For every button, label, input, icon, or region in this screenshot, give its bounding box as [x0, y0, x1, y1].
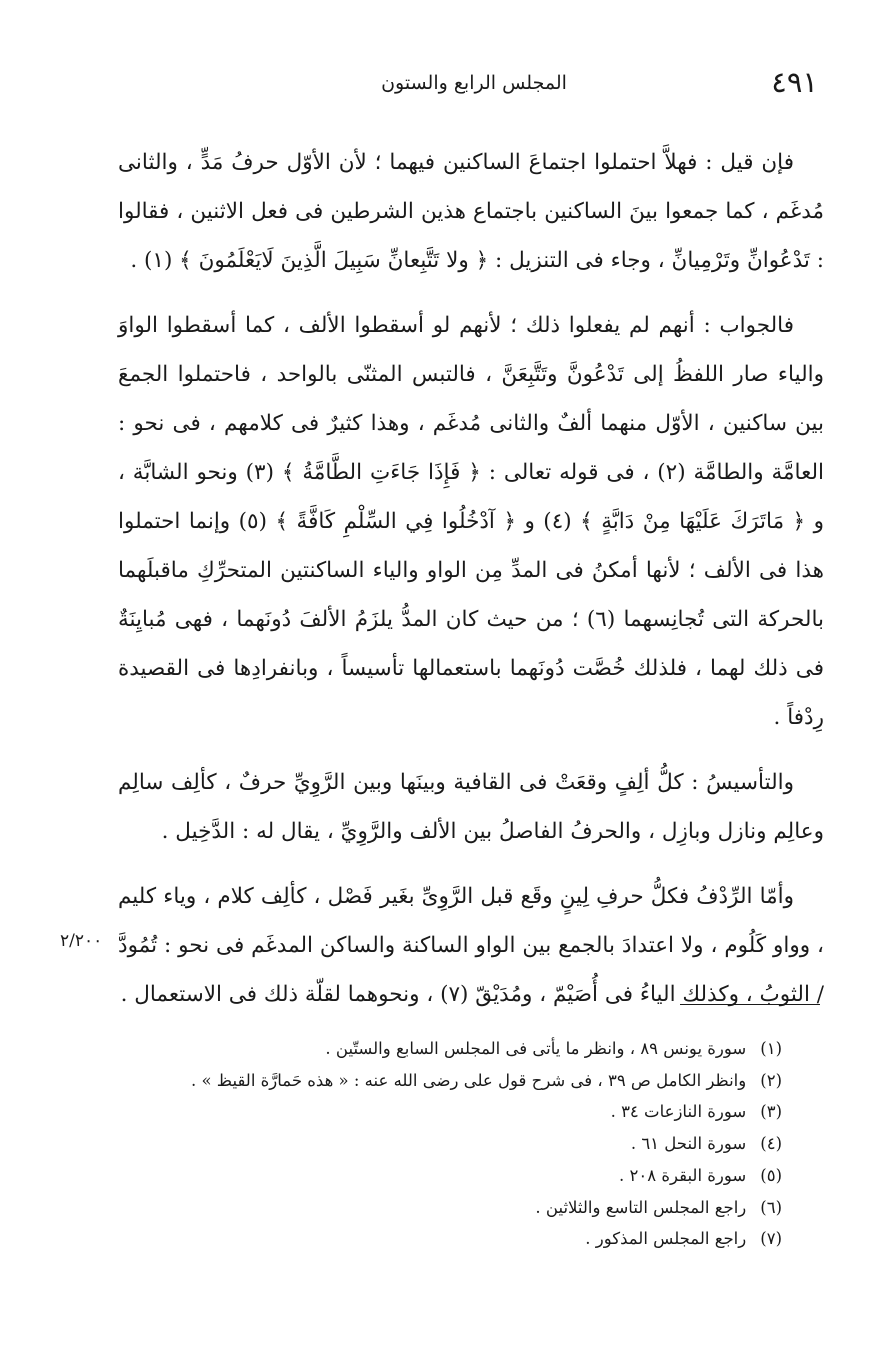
main-text — [118, 138, 824, 1035]
footnotes-list — [150, 1033, 782, 1255]
footnote-text: سورة النازعات ٣٤ . — [610, 1102, 747, 1122]
footnote-number: (٢) — [760, 1070, 782, 1090]
footnote-item — [150, 1192, 782, 1224]
paragraph-ridf: وأمّا الرِّدْفُ فكلُّ حرفِ لِينٍ وقَع قبل الرَّوِىِّ بغَير فَصْل ، كألِف كلام ، وياء كليم ، وواو كَلُوم ، ولا اعتدادَ بالجمع بين الواو الساكنة والساكن المدغَم فى نحو : تُمُودَّ / الثوبُ ، وكذلك الياءُ فى أُصَيْمّ ، ومُدَيْقّ (٧) ، ونحوهما لقلّة ذلك فى الاستعمال . — [118, 884, 824, 1007]
footnote-number: (٤) — [760, 1134, 782, 1154]
footnote-text: سورة يونس ٨٩ ، وانظر ما يأتى فى المجلس السابع والستّين . — [325, 1039, 747, 1058]
page-number: ٤٩١ — [771, 65, 818, 99]
footnote-item — [150, 1065, 782, 1097]
footnote-text: سورة البقرة ٢٠٨ . — [619, 1165, 747, 1185]
footnote-number: (٦) — [760, 1197, 782, 1217]
footnote-item — [150, 1128, 782, 1160]
page-header — [130, 62, 818, 102]
footnote-text: راجع المجلس المذكور . — [585, 1229, 747, 1249]
footnote-divider — [680, 1004, 820, 1005]
footnote-number: (٧) — [760, 1229, 782, 1249]
footnote-text: راجع المجلس التاسع والثلاثين . — [535, 1197, 747, 1217]
paragraph-question: فإن قيل : فهلاَّ احتملوا اجتماعَ الساكنين فيهما ؛ لأن الأوّل حرفُ مَدٍّ ، والثانى مُدغَم ، كما جمعوا بينَ الساكنين باجتماع هذين الشرطين فى فعل الاثنين ، فقالوا : تَدْعُوانِّ وتَرْمِيانِّ ، وجاء فى التنزيل : ﴿ ولا تَتَّبِعانِّ سَبِيلَ الَّذِينَ لَايَعْلَمُونَ ﴾ (١) . — [118, 150, 824, 273]
footnote-item — [150, 1223, 782, 1255]
footnote-number: (١) — [760, 1039, 782, 1058]
footnote-item — [150, 1160, 782, 1192]
footnote-text: سورة النحل ٦١ . — [630, 1134, 747, 1154]
margin-reference: ٢/٢٠٠ — [60, 931, 103, 951]
footnote-number: (٣) — [760, 1102, 782, 1122]
footnote-item — [150, 1096, 782, 1128]
footnote-text: وانظر الكامل ص ٣٩ ، فى شرح قول على رضى الله عنه : « هذه حَمارَّة القيظ » . — [190, 1070, 747, 1090]
paragraph-tasis: والتأسيسُ : كلُّ ألِفٍ وقعَتْ فى القافية وبينَها وبين الرَّوِيِّ حرفٌ ، كألِف سالِم وعالِم ونازل وبازِل ، والحرفُ الفاصلُ بين الألف والرَّوِيِّ ، يقال له : الدَّخِيل . — [118, 770, 824, 844]
footnote-number: (٥) — [760, 1165, 782, 1185]
paragraph-answer: فالجواب : أنهم لم يفعلوا ذلك ؛ لأنهم لو أسقطوا الألف ، كما أسقطوا الواوَ والياء صار اللفظُ إلى تَدْعُونَّ وتَتَّبِعَنَّ ، فالتبس المثنّى بالواحد ، فاحتملوا الجمعَ بين ساكنين ، الأوّل منهما ألفٌ والثانى مُدغَم ، وهذا كثيرٌ فى كلامهم ، فى نحو : العامَّة والطامَّة (٢) ، فى قوله تعالى : ﴿ فَإِذَا جَاءَتِ الطَّامَّةُ ﴾ (٣) ونحو الشابَّة ، و ﴿ مَاتَرَكَ عَلَيْهَا مِنْ دَابَّةٍ ﴾ (٤) و ﴿ آدْخُلُوا فِي السِّلْمِ كَافَّةً ﴾ (٥) وإنما احتملوا هذا فى الألف ؛ لأنها أمكنُ فى المدِّ مِن الواو والياء الساكنتين المتحرِّكِ ماقبلَهما بالحركة التى تُجانِسهما (٦) ؛ من حيث كان المدُّ يلزَمُ الألفَ دُونَهما ، فهى مُبايِنَةٌ فى ذلك لهما ، فلذلك خُصَّت دُونَهما باستعمالها تأسيساً ، وبانفرادِها فى القصيدة رِدْفاً . — [118, 313, 825, 730]
footnote-item — [150, 1033, 782, 1065]
running-title: المجلس الرابع والستون — [381, 72, 567, 94]
